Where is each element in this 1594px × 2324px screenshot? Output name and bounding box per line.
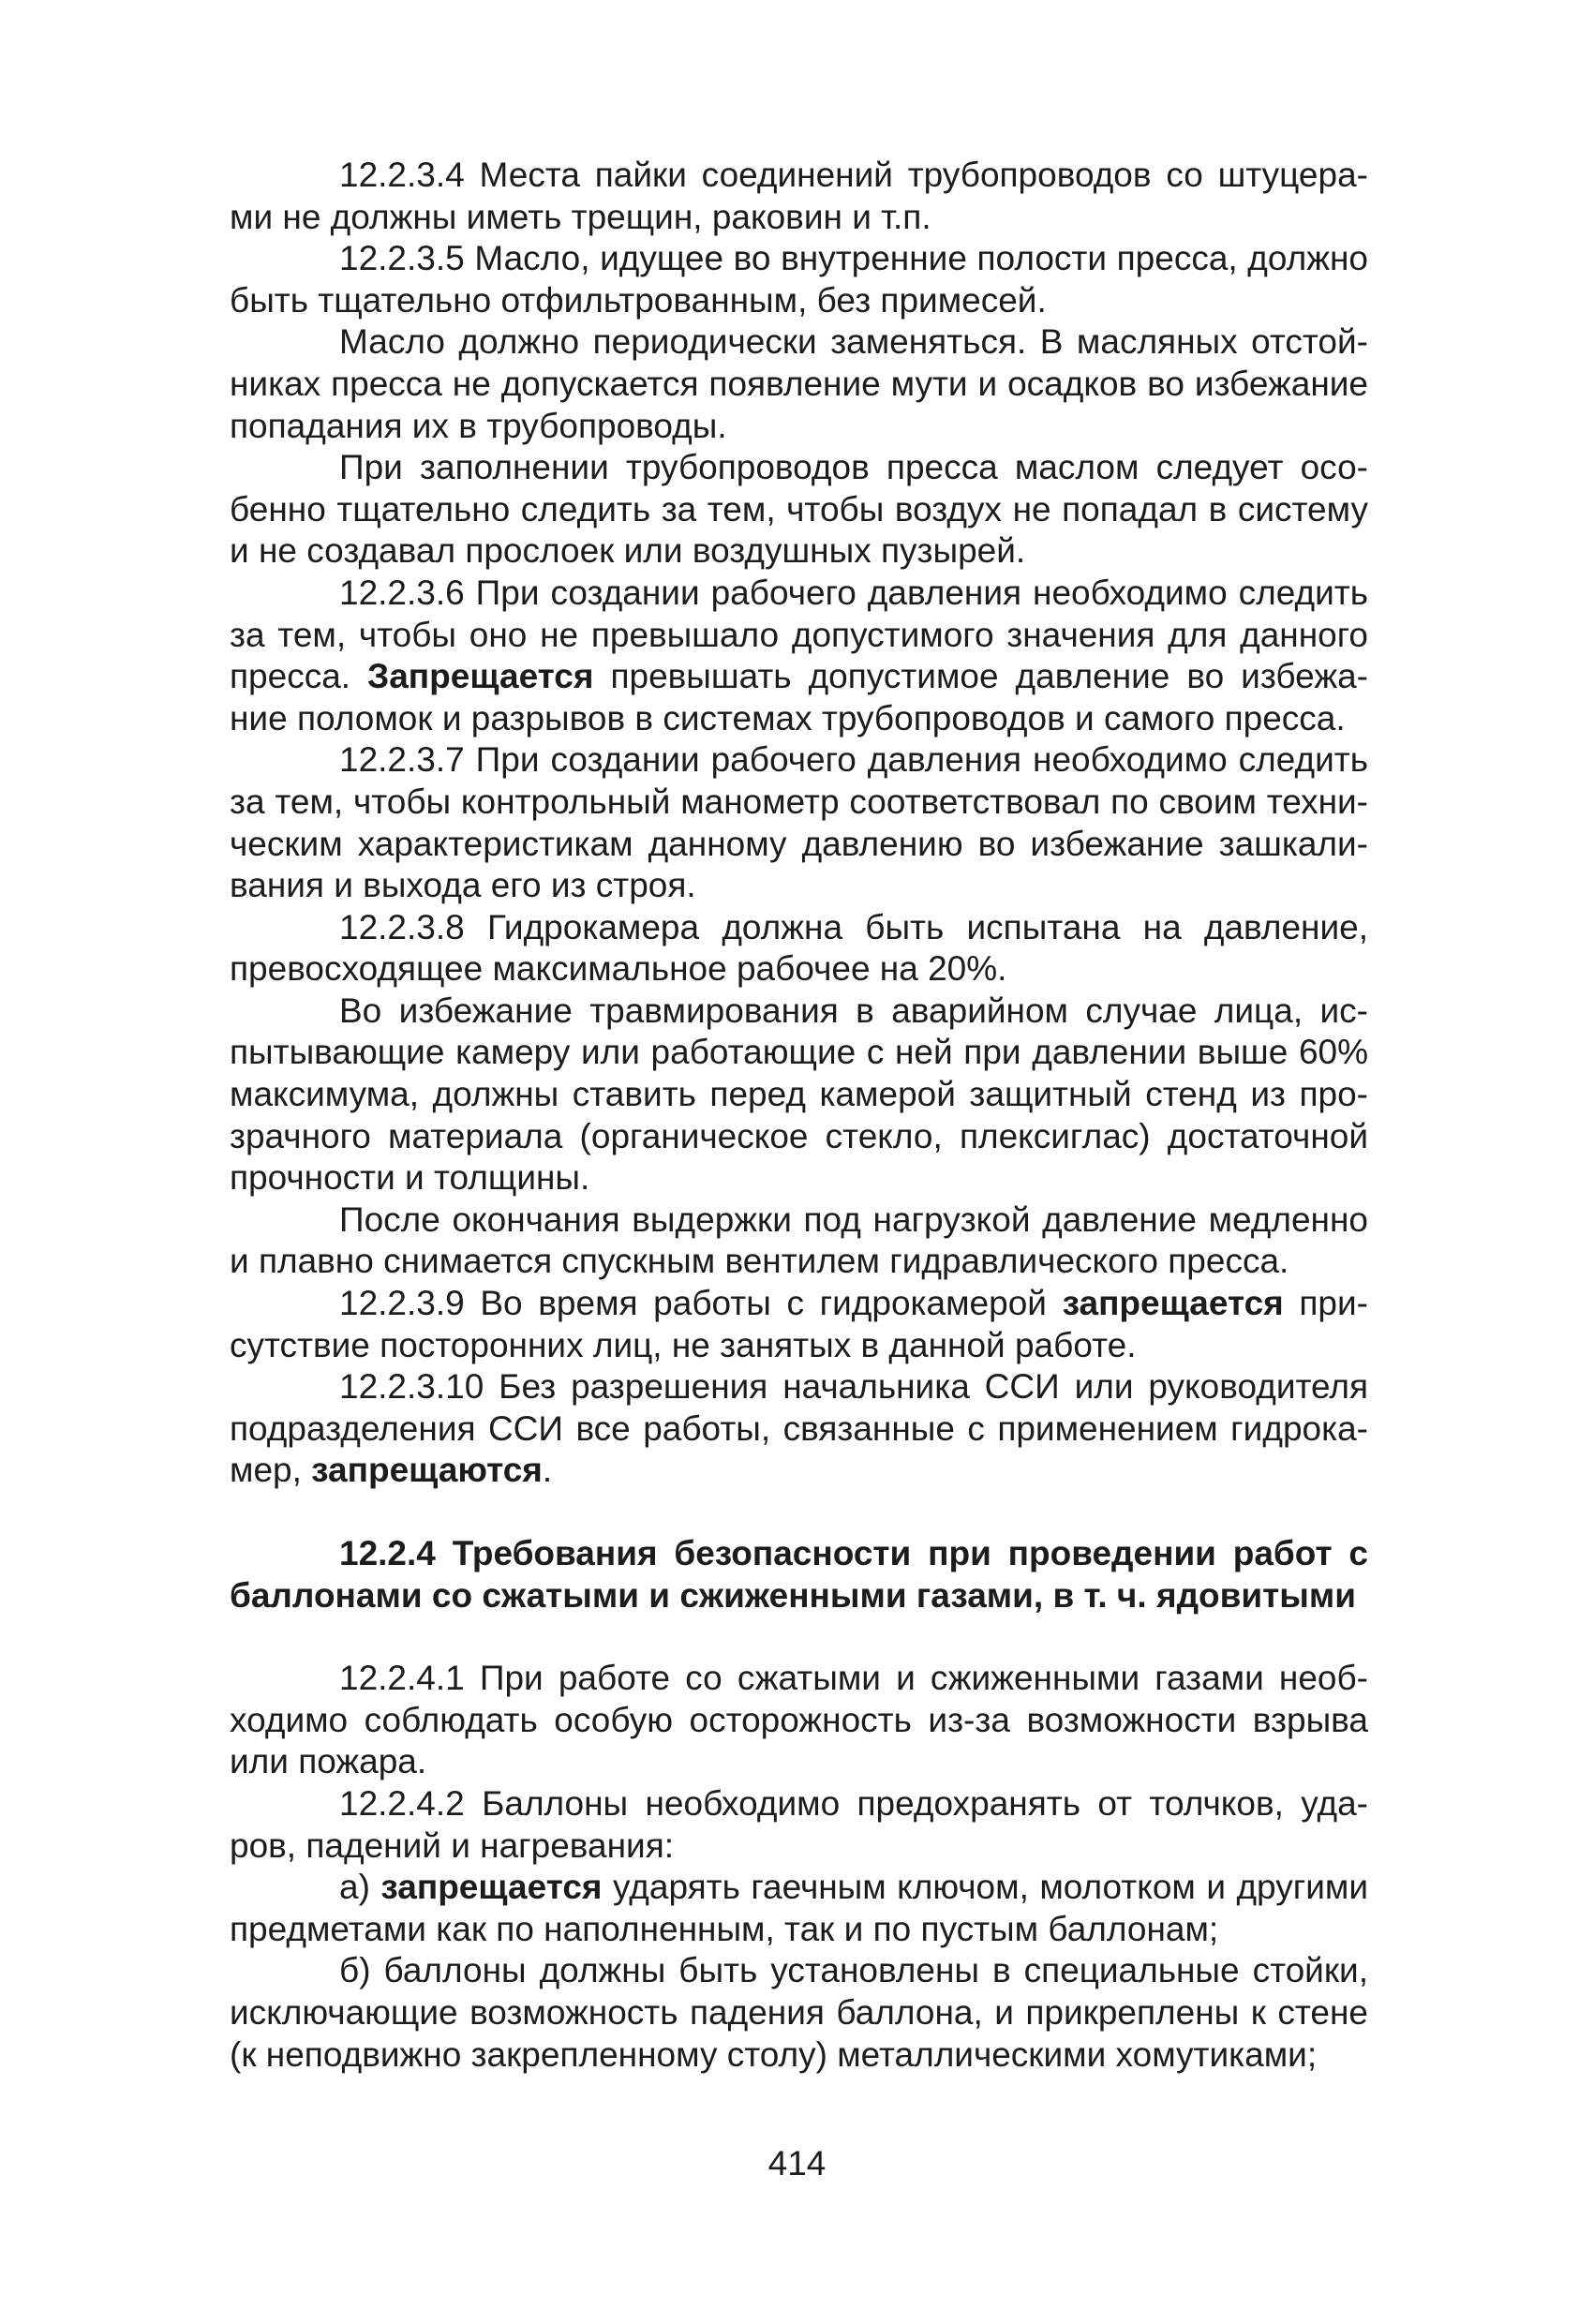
- bold-prohibition: запрещается: [1062, 1284, 1284, 1323]
- paragraph-12-2-3-8: 12.2.3.8 Гидрокамера должна быть испытана на давление, превосходящее максимальное рабочее на 20%.: [230, 907, 1368, 989]
- list-item-b: б) баллоны должны быть установлены в специальные стойки, исключающие возможность падения баллона, и прикреплены к стене (к неподвижно закрепленному столу) металлическими хомутиками;: [230, 1951, 1368, 2074]
- paragraph-12-2-3-5: 12.2.3.5 Масло, идущее во внутренние полости пресса, должно быть тщательно отфильтрованным, без примесей.: [230, 239, 1368, 320]
- paragraph-12-2-3-7: 12.2.3.7 При создании рабочего давления необходимо следить за тем, чтобы контрольный манометр соответствовал по своим техническим характеристикам данному давлению во избежание зашкаливания и выхода его из строя.: [230, 740, 1368, 905]
- text-run: а): [339, 1868, 381, 1907]
- bold-prohibition: запрещается: [380, 1868, 603, 1907]
- text-run: присутствие посторонних лиц, не занятых в данной работе.: [230, 1284, 1368, 1364]
- paragraph-filling-pipelines: При заполнении трубопроводов пресса маслом следует особенно тщательно следить за тем, чтобы воздух не попадал в систему и не создавал прослоек или воздушных пузырей.: [230, 448, 1368, 571]
- document-page: [230, 155, 1368, 2076]
- text-run: 12.2.3.10 Без разрешения начальника ССИ или руководителя подразделения ССИ все работы, связанные с применением гидрокамер,: [230, 1367, 1368, 1490]
- text-run: превышать допустимое давление во избежание поломок и разрывов в системах трубопроводов и самого пресса.: [230, 657, 1368, 737]
- paragraph-12-2-4-1: 12.2.4.1 При работе со сжатыми и сжиженными газами необходимо соблюдать особую осторожность из-за возможности взрыва или пожара.: [230, 1659, 1368, 1781]
- text-run: .: [542, 1451, 553, 1490]
- text-run: ударять гаечным ключом, молотком и другими предметами как по наполненным, так и по пустым баллонам;: [230, 1868, 1368, 1948]
- paragraph-12-2-4-2: 12.2.4.2 Баллоны необходимо предохранять от толчков, ударов, падений и нагревания:: [230, 1783, 1368, 1865]
- paragraph-pressure-release: После окончания выдержки под нагрузкой давление медленно и плавно снимается спускным вентилем гидравлического пресса.: [230, 1199, 1368, 1281]
- paragraph-12-2-3-4: 12.2.3.4 Места пайки соединений трубопроводов со штуцерами не должны иметь трещин, раковин и т.п.: [230, 156, 1368, 236]
- paragraph-oil-replacement: Масло должно периодически заменяться. В масляных отстойниках пресса не допускается появление мути и осадков во избежание попадания их в трубопроводы.: [230, 322, 1368, 445]
- bold-prohibition: Запрещается: [367, 657, 594, 696]
- text-run: 12.2.3.6 При создании рабочего давления необходимо следить за тем, чтобы оно не превышало допустимого значения для данного пресса.: [230, 573, 1368, 696]
- paragraph-12-2-3-10: [230, 1366, 1368, 1492]
- text-run: 12.2.3.9 Во время работы с гидрокамерой: [339, 1284, 1063, 1323]
- paragraph-injury-prevention: Во избежание травмирования в аварийном случае лица, испытывающие камеру или работающие с ней при давлении выше 60% максимума, должны ставить перед камерой защитный стенд из прозрачного материала (органическое стекло, плексиглас) достаточной прочности и толщины.: [230, 991, 1368, 1198]
- bold-prohibition: запрещаются: [311, 1451, 543, 1490]
- page-number: 414: [767, 2144, 827, 2182]
- paragraph-12-2-3-6: [230, 573, 1368, 739]
- paragraph-12-2-3-9: [230, 1283, 1368, 1366]
- section-heading-12-2-4: 12.2.4 Требования безопасности при проведении работ с баллонами со сжатыми и сжиженными газами, в т. ч. ядовитыми: [230, 1534, 1368, 1615]
- list-item-a: [230, 1867, 1368, 1950]
